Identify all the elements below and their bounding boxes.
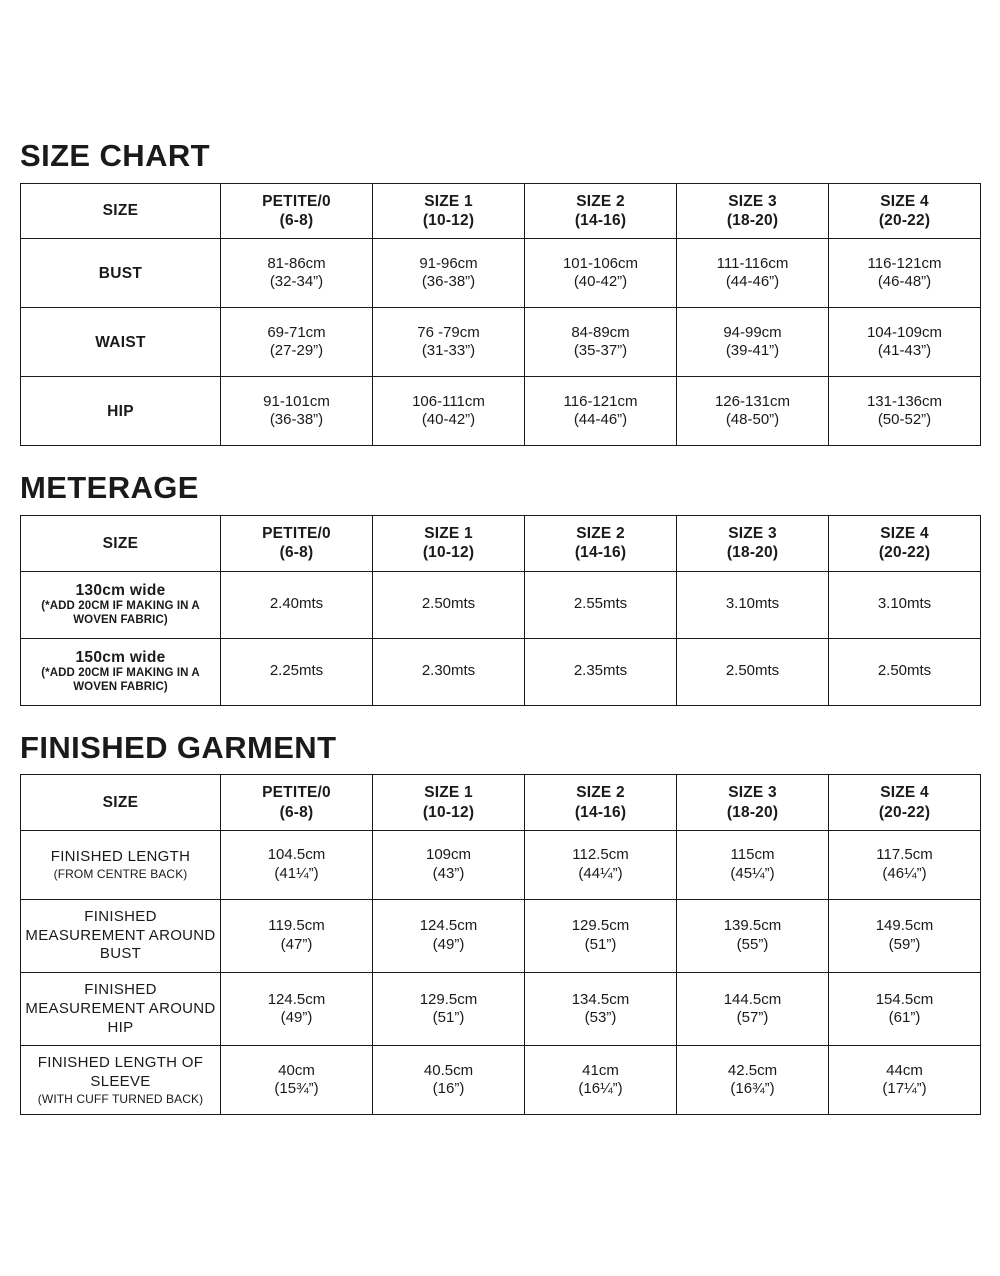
cell-imperial-value: (31-33”) bbox=[421, 342, 476, 360]
table-cell bbox=[677, 239, 829, 308]
header-size-name: SIZE 3 bbox=[728, 784, 777, 802]
cell-imperial-value: (44-46”) bbox=[573, 411, 628, 429]
row-label-text: FINISHED MEASUREMENT AROUND HIP bbox=[25, 981, 216, 1036]
header-size-name: SIZE 1 bbox=[424, 192, 473, 210]
cell-metric-value: 2.50mts bbox=[725, 662, 780, 680]
table-row bbox=[21, 377, 981, 446]
table-cell bbox=[221, 377, 373, 446]
row-label-text: BUST bbox=[98, 264, 143, 282]
section bbox=[20, 140, 980, 446]
cell-imperial-value: (48-50”) bbox=[725, 411, 780, 429]
cell-imperial-value: (39-41”) bbox=[725, 342, 780, 360]
table-row bbox=[21, 308, 981, 377]
table-cell bbox=[525, 239, 677, 308]
cell-metric-value: 76 -79cm bbox=[417, 323, 480, 341]
measurement-table bbox=[20, 774, 981, 1115]
table-row bbox=[21, 1046, 981, 1115]
table-cell bbox=[373, 973, 525, 1046]
row-label bbox=[21, 638, 221, 705]
cell-metric-value: 2.50mts bbox=[877, 662, 932, 680]
header-size-range: (18-20) bbox=[726, 211, 779, 229]
cell-metric-value: 2.30mts bbox=[421, 662, 476, 680]
cell-metric-value: 2.25mts bbox=[269, 662, 324, 680]
cell-imperial-value: (17¼”) bbox=[882, 1080, 927, 1098]
cell-imperial-value: (46-48”) bbox=[877, 273, 932, 291]
table-cell bbox=[221, 1046, 373, 1115]
cell-imperial-value: (51”) bbox=[584, 936, 617, 954]
header-size-range: (18-20) bbox=[726, 803, 779, 821]
cell-metric-value: 104.5cm bbox=[267, 846, 326, 864]
cell-metric-value: 91-96cm bbox=[419, 254, 478, 272]
cell-imperial-value: (45¼”) bbox=[730, 864, 775, 882]
cell-imperial-value: (46¼”) bbox=[882, 864, 927, 882]
row-label bbox=[21, 239, 221, 308]
header-size-range: (20-22) bbox=[878, 803, 931, 821]
row-label bbox=[21, 1046, 221, 1115]
cell-imperial-value: (32-34”) bbox=[269, 273, 324, 291]
cell-metric-value: 116-121cm bbox=[867, 254, 942, 272]
header-size-range: (10-12) bbox=[422, 803, 475, 821]
header-size-column bbox=[373, 775, 525, 831]
cell-metric-value: 106-111cm bbox=[412, 392, 485, 410]
cell-metric-value: 154.5cm bbox=[875, 990, 934, 1008]
row-label-note: (WITH CUFF TURNED BACK) bbox=[37, 1091, 204, 1106]
cell-metric-value: 129.5cm bbox=[571, 917, 630, 935]
cell-metric-value: 2.35mts bbox=[573, 662, 628, 680]
header-size-column bbox=[373, 183, 525, 239]
cell-metric-value: 84-89cm bbox=[571, 323, 630, 341]
cell-metric-value: 40cm bbox=[278, 1061, 315, 1079]
cell-imperial-value: (47”) bbox=[280, 936, 313, 954]
row-label-note: (FROM CENTRE BACK) bbox=[53, 867, 188, 882]
row-label-text: 130cm wide bbox=[75, 582, 166, 600]
header-size-range: (6-8) bbox=[279, 803, 314, 821]
cell-metric-value: 109cm bbox=[425, 846, 472, 864]
table-cell bbox=[373, 1046, 525, 1115]
cell-metric-value: 111-116cm bbox=[716, 254, 789, 272]
table-cell bbox=[829, 899, 981, 972]
table-cell bbox=[221, 973, 373, 1046]
cell-metric-value: 81-86cm bbox=[267, 254, 326, 272]
cell-metric-value: 40.5cm bbox=[423, 1061, 474, 1079]
header-size-name: SIZE 1 bbox=[424, 524, 473, 542]
row-label-text: WAIST bbox=[95, 333, 146, 351]
header-size-column bbox=[373, 515, 525, 571]
table-cell bbox=[373, 638, 525, 705]
header-size-name: SIZE 3 bbox=[728, 192, 777, 210]
table-cell bbox=[525, 571, 677, 638]
cell-metric-value: 131-136cm bbox=[866, 392, 943, 410]
cell-metric-value: 149.5cm bbox=[875, 917, 934, 935]
cell-imperial-value: (53”) bbox=[584, 1009, 617, 1027]
header-size-range: (18-20) bbox=[726, 544, 779, 562]
table-cell bbox=[829, 239, 981, 308]
header-size-name: PETITE/0 bbox=[262, 192, 331, 210]
table-cell bbox=[829, 830, 981, 899]
header-size-label: SIZE bbox=[21, 183, 221, 239]
header-size-name: SIZE 4 bbox=[880, 524, 929, 542]
row-label-text: FINISHED LENGTH bbox=[50, 848, 191, 866]
measurement-table bbox=[20, 183, 981, 447]
table-cell bbox=[373, 239, 525, 308]
cell-metric-value: 3.10mts bbox=[877, 595, 932, 613]
table-cell bbox=[221, 638, 373, 705]
header-size-name: SIZE 2 bbox=[576, 784, 625, 802]
cell-imperial-value: (40-42”) bbox=[573, 273, 628, 291]
table-header-row bbox=[21, 775, 981, 831]
table-header-row bbox=[21, 183, 981, 239]
table-cell bbox=[373, 571, 525, 638]
cell-imperial-value: (16¾”) bbox=[730, 1080, 775, 1098]
cell-metric-value: 91-101cm bbox=[263, 392, 330, 410]
cell-imperial-value: (44¼”) bbox=[578, 864, 623, 882]
table-cell bbox=[829, 308, 981, 377]
table-row bbox=[21, 239, 981, 308]
header-size-name: SIZE 2 bbox=[576, 192, 625, 210]
cell-metric-value: 129.5cm bbox=[419, 990, 478, 1008]
header-size-column bbox=[677, 515, 829, 571]
cell-imperial-value: (15¾”) bbox=[274, 1080, 319, 1098]
row-label-note: (*ADD 20CM IF MAKING IN A WOVEN FABRIC) bbox=[41, 667, 200, 694]
table-cell bbox=[221, 571, 373, 638]
cell-metric-value: 3.10mts bbox=[725, 595, 780, 613]
header-size-column bbox=[829, 183, 981, 239]
cell-metric-value: 2.50mts bbox=[421, 595, 476, 613]
row-label-text: FINISHED MEASUREMENT AROUND BUST bbox=[25, 907, 216, 963]
cell-metric-value: 116-121cm bbox=[563, 392, 638, 410]
cell-metric-value: 112.5cm bbox=[572, 846, 629, 864]
header-size-column bbox=[221, 183, 373, 239]
cell-metric-value: 69-71cm bbox=[267, 323, 326, 341]
header-size-column bbox=[525, 183, 677, 239]
table-cell bbox=[677, 899, 829, 972]
table-row bbox=[21, 899, 981, 972]
header-size-name: SIZE 4 bbox=[880, 192, 929, 210]
cell-imperial-value: (44-46”) bbox=[725, 273, 780, 291]
cell-imperial-value: (59”) bbox=[888, 936, 921, 954]
table-cell bbox=[373, 308, 525, 377]
table-cell bbox=[829, 638, 981, 705]
header-size-name: SIZE 3 bbox=[728, 524, 777, 542]
table-header-row bbox=[21, 515, 981, 571]
cell-imperial-value: (16”) bbox=[432, 1080, 465, 1098]
table-cell bbox=[677, 1046, 829, 1115]
table-cell bbox=[525, 638, 677, 705]
section-title: FINISHED GARMENT bbox=[20, 729, 337, 765]
row-label-note: (*ADD 20CM IF MAKING IN A WOVEN FABRIC) bbox=[41, 600, 200, 627]
cell-metric-value: 119.5cm bbox=[268, 917, 325, 935]
header-size-name: SIZE 4 bbox=[880, 784, 929, 802]
row-label bbox=[21, 973, 221, 1046]
header-size-range: (10-12) bbox=[422, 544, 475, 562]
cell-metric-value: 134.5cm bbox=[571, 990, 630, 1008]
cell-imperial-value: (41¼”) bbox=[274, 864, 319, 882]
cell-imperial-value: (57”) bbox=[736, 1009, 769, 1027]
cell-imperial-value: (51”) bbox=[432, 1009, 465, 1027]
header-size-range: (20-22) bbox=[878, 211, 931, 229]
cell-metric-value: 124.5cm bbox=[267, 990, 326, 1008]
cell-metric-value: 139.5cm bbox=[723, 917, 782, 935]
header-size-name: PETITE/0 bbox=[262, 524, 331, 542]
header-size-column bbox=[829, 775, 981, 831]
cell-imperial-value: (35-37”) bbox=[573, 342, 628, 360]
measurement-table bbox=[20, 515, 981, 706]
cell-metric-value: 2.40mts bbox=[269, 595, 324, 613]
table-cell bbox=[677, 830, 829, 899]
cell-imperial-value: (36-38”) bbox=[421, 273, 476, 291]
table-cell bbox=[525, 899, 677, 972]
cell-metric-value: 101-106cm bbox=[562, 254, 639, 272]
header-size-name: PETITE/0 bbox=[262, 784, 331, 802]
cell-metric-value: 144.5cm bbox=[723, 990, 782, 1008]
table-cell bbox=[829, 1046, 981, 1115]
row-label-text: FINISHED LENGTH OF SLEEVE bbox=[37, 1054, 204, 1091]
header-size-range: (6-8) bbox=[279, 544, 314, 562]
cell-metric-value: 41cm bbox=[582, 1061, 619, 1079]
header-size-range: (14-16) bbox=[574, 803, 627, 821]
cell-metric-value: 2.55mts bbox=[573, 595, 628, 613]
cell-metric-value: 42.5cm bbox=[727, 1061, 778, 1079]
table-cell bbox=[221, 239, 373, 308]
header-size-range: (20-22) bbox=[878, 544, 931, 562]
table-cell bbox=[829, 377, 981, 446]
header-size-column bbox=[829, 515, 981, 571]
sections-container bbox=[20, 140, 980, 1115]
header-size-column bbox=[525, 775, 677, 831]
table-cell bbox=[373, 830, 525, 899]
table-cell bbox=[677, 571, 829, 638]
cell-metric-value: 44cm bbox=[886, 1061, 923, 1079]
table-cell bbox=[525, 308, 677, 377]
table-cell bbox=[221, 899, 373, 972]
section-title: METERAGE bbox=[20, 470, 199, 506]
header-size-name: SIZE 1 bbox=[424, 784, 473, 802]
row-label bbox=[21, 571, 221, 638]
row-label bbox=[21, 830, 221, 899]
cell-imperial-value: (36-38”) bbox=[269, 411, 324, 429]
row-label bbox=[21, 377, 221, 446]
section bbox=[20, 472, 980, 705]
cell-imperial-value: (27-29”) bbox=[269, 342, 324, 360]
header-size-range: (6-8) bbox=[279, 211, 314, 229]
header-size-column bbox=[221, 775, 373, 831]
header-size-label: SIZE bbox=[21, 775, 221, 831]
header-size-range: (14-16) bbox=[574, 211, 627, 229]
table-cell bbox=[829, 571, 981, 638]
table-cell bbox=[525, 377, 677, 446]
table-cell bbox=[221, 308, 373, 377]
table-cell bbox=[677, 377, 829, 446]
cell-imperial-value: (55”) bbox=[736, 936, 769, 954]
table-cell bbox=[373, 377, 525, 446]
row-label-text: 150cm wide bbox=[75, 649, 166, 667]
table-row bbox=[21, 830, 981, 899]
header-size-column bbox=[525, 515, 677, 571]
cell-imperial-value: (43”) bbox=[432, 864, 465, 882]
cell-imperial-value: (16¼”) bbox=[578, 1080, 623, 1098]
cell-imperial-value: (61”) bbox=[888, 1009, 921, 1027]
header-size-column bbox=[677, 183, 829, 239]
cell-imperial-value: (50-52”) bbox=[877, 411, 932, 429]
cell-metric-value: 126-131cm bbox=[714, 392, 791, 410]
table-cell bbox=[373, 899, 525, 972]
table-cell bbox=[677, 308, 829, 377]
table-cell bbox=[677, 638, 829, 705]
cell-imperial-value: (40-42”) bbox=[421, 411, 476, 429]
table-cell bbox=[525, 830, 677, 899]
header-size-name: SIZE 2 bbox=[576, 524, 625, 542]
cell-metric-value: 94-99cm bbox=[723, 323, 782, 341]
cell-metric-value: 104-109cm bbox=[866, 323, 943, 341]
section bbox=[20, 729, 980, 1116]
cell-imperial-value: (41-43”) bbox=[877, 342, 932, 360]
header-size-column bbox=[221, 515, 373, 571]
table-row bbox=[21, 571, 981, 638]
row-label bbox=[21, 899, 221, 972]
table-cell bbox=[829, 973, 981, 1046]
section-title: SIZE CHART bbox=[20, 138, 210, 173]
cell-metric-value: 124.5cm bbox=[419, 917, 478, 935]
row-label bbox=[21, 308, 221, 377]
table-cell bbox=[221, 830, 373, 899]
table-row bbox=[21, 973, 981, 1046]
table-row bbox=[21, 638, 981, 705]
cell-imperial-value: (49”) bbox=[280, 1009, 313, 1027]
header-size-range: (10-12) bbox=[422, 211, 475, 229]
cell-metric-value: 115cm bbox=[730, 846, 775, 864]
table-cell bbox=[525, 1046, 677, 1115]
header-size-label: SIZE bbox=[21, 515, 221, 571]
cell-imperial-value: (49”) bbox=[432, 936, 465, 954]
header-size-range: (14-16) bbox=[574, 544, 627, 562]
row-label-text: HIP bbox=[107, 402, 134, 420]
cell-metric-value: 117.5cm bbox=[876, 846, 933, 864]
table-cell bbox=[525, 973, 677, 1046]
header-size-column bbox=[677, 775, 829, 831]
table-cell bbox=[677, 973, 829, 1046]
